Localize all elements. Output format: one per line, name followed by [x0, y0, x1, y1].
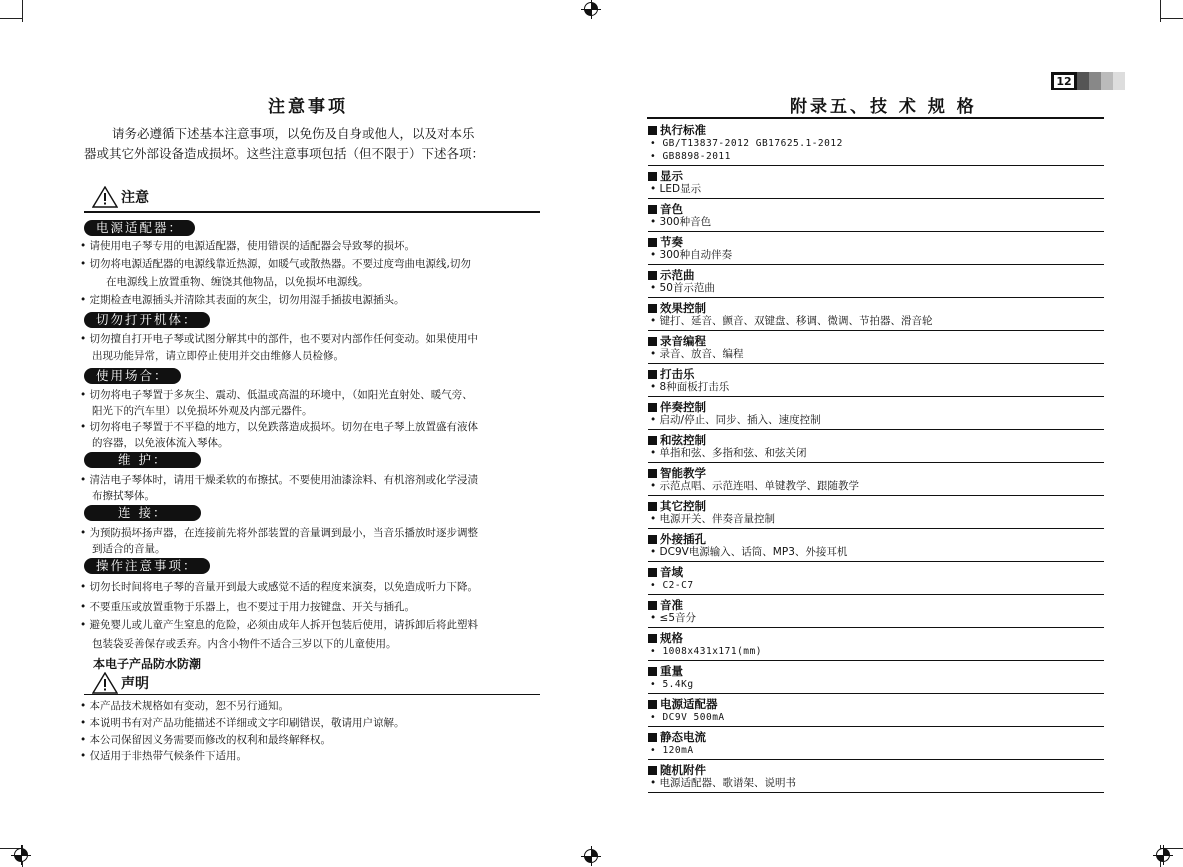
spec-value: • DC9V 500mA — [650, 712, 725, 723]
intro-line-2: 器或其它外部设备造成损坏。这些注意事项包括（但不限于）下述各项： — [84, 146, 485, 161]
spec-title — [648, 235, 1104, 249]
spec-title — [648, 301, 1104, 315]
square-bullet-icon — [648, 271, 657, 280]
spec-divider — [648, 627, 1104, 628]
spec-top-rule — [647, 117, 1104, 119]
statement-1: • 本产品技术规格如有变动，恕不另行通知。 — [80, 700, 290, 712]
spec-title-label: 显示 — [660, 169, 683, 183]
spec-value: • 单指和弦、多指和弦、和弦关闭 — [650, 447, 807, 459]
statement-heading — [92, 672, 149, 694]
square-bullet-icon — [648, 568, 657, 577]
square-bullet-icon — [648, 436, 657, 445]
square-bullet-icon — [648, 337, 657, 346]
spec-title — [648, 169, 1104, 183]
square-bullet-icon — [648, 205, 657, 214]
spec-value: • LED显示 — [650, 183, 702, 195]
spec-divider — [648, 528, 1104, 529]
maintenance-line-2: 布擦拭琴体。 — [92, 490, 155, 502]
spec-divider — [648, 330, 1104, 331]
warning-triangle-icon — [92, 672, 118, 694]
spec-divider — [648, 594, 1104, 595]
spec-title-label: 外接插孔 — [660, 532, 706, 546]
spec-divider — [648, 693, 1104, 694]
registration-mark-bottom-right — [1156, 848, 1170, 862]
spec-item — [648, 598, 1104, 628]
spec-item — [648, 400, 1104, 430]
spec-value: • 启动/停止、同步、插入、速度控制 — [650, 414, 821, 426]
spec-item — [648, 268, 1104, 298]
caution-heading-label: 注意 — [121, 190, 149, 206]
square-bullet-icon — [648, 634, 657, 643]
location-line-3: • 切勿将电子琴置于不平稳的地方，以免跌落造成损坏。切勿在电子琴上放置盛有液体 — [80, 421, 479, 433]
spec-value: • 电源适配器、歌谱架、说明书 — [650, 777, 797, 789]
spec-divider — [648, 429, 1104, 430]
section-label-operation: 操作注意事项： — [84, 558, 210, 574]
spec-value: • 键打、延音、颤音、双键盘、移调、微调、节拍器、滑音轮 — [650, 315, 933, 327]
spec-value: • 8种面板打击乐 — [650, 381, 730, 393]
square-bullet-icon — [648, 766, 657, 775]
spec-item — [648, 123, 1104, 166]
spec-value: • C2-C7 — [650, 580, 694, 591]
spec-item — [648, 367, 1104, 397]
spec-divider — [648, 198, 1104, 199]
spec-list — [648, 123, 1104, 796]
page-number-badge — [1051, 72, 1125, 90]
spec-value: • 示范点唱、示范连唱、单键教学、跟随教学 — [650, 480, 860, 492]
square-bullet-icon — [648, 535, 657, 544]
spec-item — [648, 532, 1104, 562]
spec-title-label: 示范曲 — [660, 268, 695, 282]
location-line-2: 阳光下的汽车里）以免损坏外观及内部元器件。 — [92, 405, 313, 417]
spec-divider — [648, 264, 1104, 265]
section-label-connection: 连 接： — [84, 505, 201, 521]
spec-item — [648, 235, 1104, 265]
spec-value: • GB/T13837-2012 GB17625.1-2012 — [650, 138, 843, 149]
spec-divider — [648, 660, 1104, 661]
square-bullet-icon — [648, 172, 657, 181]
spec-title — [648, 268, 1104, 282]
spec-item — [648, 697, 1104, 727]
spec-divider — [648, 792, 1104, 793]
spec-value: • 300种音色 — [650, 216, 712, 228]
spec-title-label: 随机附件 — [660, 763, 706, 777]
spec-title — [648, 565, 1104, 579]
right-page-title: 附录五、技 术 规 格 — [790, 97, 977, 117]
operation-line-4: 包装袋妥善保存或丢弃。内含小物件不适合三岁以下的儿童使用。 — [92, 638, 397, 650]
spec-value: • 5.4Kg — [650, 679, 694, 690]
spec-item — [648, 169, 1104, 199]
spec-divider — [648, 363, 1104, 364]
location-line-4: 的容器，以免液体流入琴体。 — [92, 437, 229, 449]
spec-divider — [648, 759, 1104, 760]
spec-title-label: 打击乐 — [660, 367, 695, 381]
spec-title — [648, 466, 1104, 480]
spec-title — [648, 499, 1104, 513]
spec-title-label: 音准 — [660, 598, 683, 612]
spec-title-label: 伴奏控制 — [660, 400, 706, 414]
spec-item — [648, 664, 1104, 694]
spec-title-label: 音域 — [660, 565, 683, 579]
spec-value: • 300种自动伴奏 — [650, 249, 733, 261]
operation-line-1: • 切勿长时间将电子琴的音量开到最大或感觉不适的程度来演奏，以免造成听力下降。 — [80, 581, 479, 593]
spec-title — [648, 123, 1104, 137]
spec-divider — [648, 297, 1104, 298]
warning-triangle-icon — [92, 186, 118, 208]
spec-value: • 电源开关、伴奏音量控制 — [650, 513, 776, 525]
spec-title — [648, 664, 1104, 678]
spec-title-label: 节奏 — [660, 235, 683, 249]
spec-title-label: 智能教学 — [660, 466, 706, 480]
maintenance-line-1: • 清洁电子琴体时，请用干燥柔软的布擦拭。不要使用油漆涂料、有机溶剂或化学浸渍 — [80, 474, 479, 486]
registration-mark-bottom — [584, 849, 598, 863]
left-page-title: 注意事项 — [268, 97, 348, 117]
spec-value: • 录音、放音、编程 — [650, 348, 744, 360]
spec-value: • 120mA — [650, 745, 694, 756]
square-bullet-icon — [648, 304, 657, 313]
spec-title — [648, 697, 1104, 711]
square-bullet-icon — [648, 700, 657, 709]
spec-title-label: 重量 — [660, 664, 683, 678]
spec-item — [648, 499, 1104, 529]
power-adapter-line-2: • 切勿将电源适配器的电源线靠近热源，如暖气或散热器。不要过度弯曲电源线,切勿 — [80, 258, 471, 270]
connection-line-2: 到适合的音量。 — [92, 543, 166, 555]
spec-item — [648, 466, 1104, 496]
spec-title — [648, 730, 1104, 744]
spec-title — [648, 598, 1104, 612]
square-bullet-icon — [648, 601, 657, 610]
square-bullet-icon — [648, 126, 657, 135]
spec-title-label: 和弦控制 — [660, 433, 706, 447]
operation-line-3: • 避免婴儿或儿童产生窒息的危险，必须由成年人拆开包装后使用，请拆卸后将此塑料 — [80, 619, 479, 631]
spec-divider — [648, 561, 1104, 562]
spec-value: • 1008x431x171(mm) — [650, 646, 762, 657]
spec-item — [648, 433, 1104, 463]
spec-title — [648, 763, 1104, 777]
spec-item — [648, 301, 1104, 331]
connection-line-1: • 为预防损坏扬声器，在连接前先将外部装置的音量调到最小，当音乐播放时逐步调整 — [80, 527, 479, 539]
spec-title — [648, 400, 1104, 414]
spec-title-label: 其它控制 — [660, 499, 706, 513]
spec-title — [648, 532, 1104, 546]
spec-item — [648, 763, 1104, 793]
spec-divider — [648, 726, 1104, 727]
caution-rule — [84, 211, 540, 213]
statement-rule — [84, 694, 540, 695]
registration-mark-bottom-left — [14, 848, 28, 862]
page-number: 12 — [1056, 74, 1072, 88]
square-bullet-icon — [648, 403, 657, 412]
spec-title-label: 规格 — [660, 631, 683, 645]
power-adapter-line-1: • 请使用电子琴专用的电源适配器，使用错误的适配器会导致琴的损坏。 — [80, 240, 416, 252]
section-label-do-not-open: 切勿打开机体： — [84, 312, 210, 328]
spec-item — [648, 202, 1104, 232]
power-adapter-line-3: 在电源线上放置重物、缠饶其他物品，以免损坏电源线。 — [106, 276, 369, 288]
caution-heading — [92, 186, 149, 208]
spec-item — [648, 565, 1104, 595]
spec-item — [648, 730, 1104, 760]
location-line-1: • 切勿将电子琴置于多灰尘、震动、低温或高温的环境中，（如阳光直射处、暖气旁、 — [80, 389, 473, 401]
section-label-power-adapter: 电源适配器： — [84, 220, 195, 236]
registration-mark-top — [584, 2, 598, 16]
statement-3: • 本公司保留因义务需要而修改的权利和最终解释权。 — [80, 734, 332, 746]
spec-value: • GB8898-2011 — [650, 151, 731, 162]
section-label-maintenance: 维 护： — [84, 452, 201, 468]
do-not-open-line-1: • 切勿擅自打开电子琴或试图分解其中的部件，也不要对内部作任何变动。如果使用中 — [80, 333, 479, 345]
statement-heading-label: 声明 — [121, 676, 149, 692]
crop-mark-top-left — [0, 0, 26, 26]
spec-title-label: 录音编程 — [660, 334, 706, 348]
square-bullet-icon — [648, 502, 657, 511]
spec-title — [648, 433, 1104, 447]
square-bullet-icon — [648, 733, 657, 742]
do-not-open-line-2: 出现功能异常，请立即停止使用并交由维修人员检修。 — [92, 350, 344, 362]
square-bullet-icon — [648, 370, 657, 379]
section-label-location: 使用场合： — [84, 368, 181, 384]
statement-2: • 本说明书有对产品功能描述不详细或文字印刷错误，敬请用户谅解。 — [80, 717, 405, 729]
spec-item — [648, 631, 1104, 661]
operation-line-2: • 不要重压或放置重物于乐器上，也不要过于用力按键盘、开关与插孔。 — [80, 601, 416, 613]
square-bullet-icon — [648, 238, 657, 247]
crop-mark-top-right — [1157, 0, 1183, 26]
waterproof-note: 本电子产品防水防潮 — [93, 657, 202, 671]
intro-line-1: 请务必遵循下述基本注意事项，以免伤及自身或他人，以及对本乐 — [112, 126, 475, 141]
spec-divider — [648, 495, 1104, 496]
spec-title — [648, 631, 1104, 645]
spec-title — [648, 202, 1104, 216]
spec-title-label: 电源适配器 — [660, 697, 718, 711]
spec-value: • 50首示范曲 — [650, 282, 715, 294]
spec-divider — [648, 396, 1104, 397]
spec-divider — [648, 165, 1104, 166]
spec-divider — [648, 231, 1104, 232]
intro-paragraph — [84, 124, 544, 164]
square-bullet-icon — [648, 469, 657, 478]
spec-title-label: 静态电流 — [660, 730, 706, 744]
spec-title-label: 效果控制 — [660, 301, 706, 315]
spec-divider — [648, 462, 1104, 463]
statement-4: • 仅适用于非热带气候条件下适用。 — [80, 750, 248, 762]
spec-title — [648, 367, 1104, 381]
spec-title — [648, 334, 1104, 348]
spec-title-label: 执行标准 — [660, 123, 706, 137]
square-bullet-icon — [648, 667, 657, 676]
spec-value: • DC9V电源输入、话筒、MP3、外接耳机 — [650, 546, 848, 558]
power-adapter-line-4: • 定期检查电源插头并清除其表面的灰尘，切勿用湿手插拔电源插头。 — [80, 294, 405, 306]
spec-item — [648, 334, 1104, 364]
spec-value: • ≤5音分 — [650, 612, 697, 624]
spec-title-label: 音色 — [660, 202, 683, 216]
